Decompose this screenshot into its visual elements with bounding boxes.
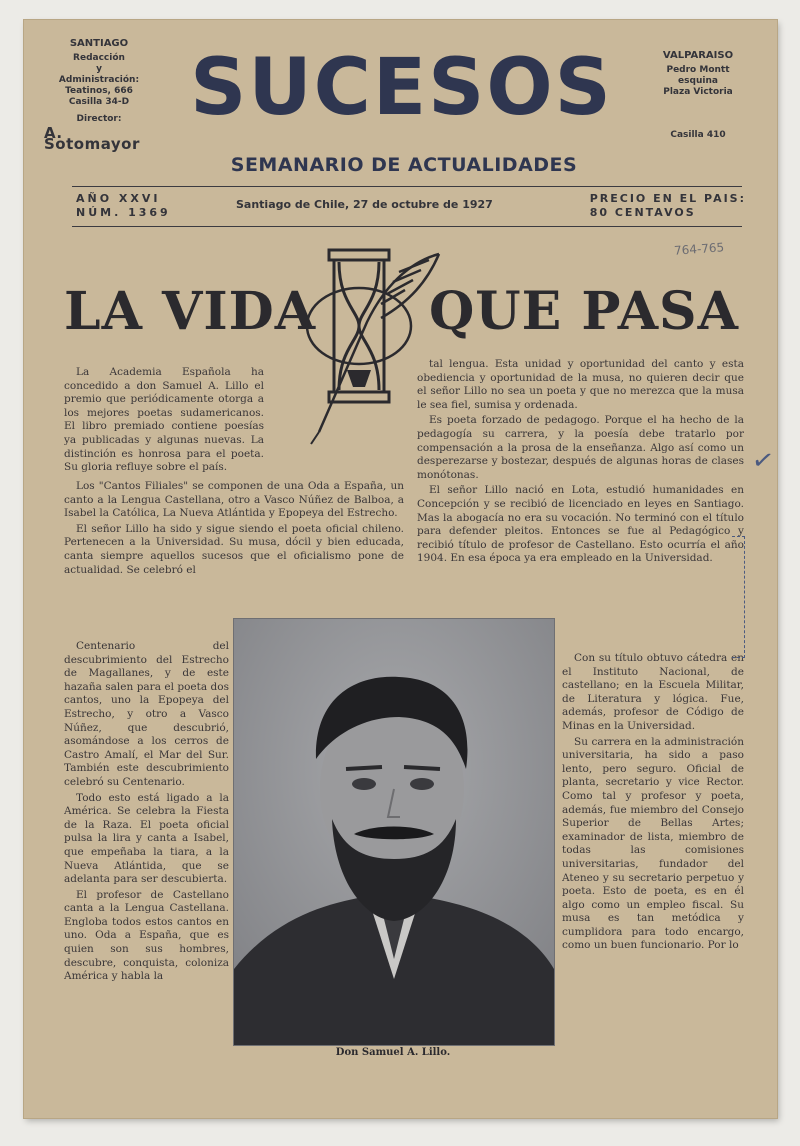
paragraph: Con su título obtuvo cátedra en el Instituto Nacional, de castellano; en la Escuela Militar, de Literatura y lógica. Fue, además, profesor de Código de Minas en la Universidad. (562, 652, 744, 732)
article-column-right-top (417, 358, 744, 650)
divider-rule (72, 186, 742, 187)
photo-caption: Don Samuel A. Lillo. (335, 1047, 451, 1058)
issue-date: Santiago de Chile, 27 de octubre de 1927 (236, 198, 493, 211)
city-santiago: SANTIAGO (69, 38, 129, 49)
postal-box: Casilla 410 (670, 130, 726, 140)
paragraph: Los "Cantos Filiales" se componen de una Oda a España, un canto a la Lengua Castellana, otro a Vasco Núñez de Balboa, a Isabel la Católica, La Nueva Atlántida y Epopeya del Estrecho. (64, 480, 404, 520)
portrait-figure-icon (234, 619, 554, 1045)
masthead-right (634, 50, 762, 141)
paragraph: El señor Lillo nació en Lota, estudió humanidades en Concepción y se recibió de licenciado en leyes en Santiago. Mas la abogacía no era su vocación. No terminó con el título para defender pleitos. Entonces se fue al Pedagógico y recibió título de profesor de Castellano. Esto ocurría el año 1904. En esa época ya era empleado en la Universidad. (417, 484, 744, 565)
article-column-left-narrow (64, 640, 229, 1080)
newspaper-subtitle: SEMANARIO DE ACTUALIDADES (230, 154, 578, 176)
masthead-left (44, 38, 154, 153)
paragraph: Su carrera en la administración universitaria, ha sido a paso lento, pero seguro. Oficial de planta, secretario y vice Rector. Como tal y profesor y poeta, además, fue miembro del Consejo Superior de Bellas Artes; examinador de lista, miembro de todas las comisiones universitarias, fundador del Ateneo y su secretario perpetuo y poeta. Esto de poeta, es en él algo como un empleo fiscal. Su musa es tan metódica y cumplidora para todo encargo, como un buen funcionario. Por lo (562, 735, 744, 952)
paragraph: tal lengua. Esta unidad y oportunidad del canto y esta obediencia y oportunidad de la musa, no quieren decir que el señor Lillo no sea un poeta y que no merezca que la musa le sea fiel, sumisa y ordenada. (417, 358, 744, 411)
issue-year: AÑO XXVI (76, 192, 161, 205)
address-line: y (96, 64, 102, 74)
section-title-right: QUE PASA (429, 281, 739, 342)
paragraph: La Academia Española ha concedido a don Samuel A. Lillo el premio que periódicamente otorga a los mejores poetas sudamericanos. El libro premiado contiene poesías ya publicadas y algunas nuevas. La distinción es honrosa para el poeta. Su gloria refluye sobre el país. (64, 366, 264, 474)
city-valparaiso: VALPARAISO (662, 50, 734, 61)
address-line: Casilla 34-D (68, 97, 130, 107)
article-column-right-bottom (562, 652, 744, 1084)
section-title-left: LA VIDA (64, 281, 317, 342)
address-line: Administración: (58, 75, 140, 85)
paragraph: El profesor de Castellano canta a la Lengua Castellana. Engloba todos estos cantos en uno. Oda a España, que es quien son sus hombres, descubre, conquista, coloniza América y habla la (64, 888, 229, 983)
address-line: esquina (678, 76, 718, 86)
address-line: Plaza Victoria (663, 87, 733, 97)
paragraph: Centenario del descubrimiento del Estrecho de Magallanes, y de este hazaña salen para el poeta dos cantos, uno la Epopeya del Estrecho, y otro a Vasco Núñez, que descubrió, asomándose a los cerros de Castro Amalí, el Mar del Sur. También este descubrimiento celebró su Centenario. (64, 640, 229, 788)
newspaper-title: SUCESOS (190, 43, 613, 133)
pencil-bracket-mark (732, 536, 745, 658)
issue-year-number (76, 192, 171, 220)
address-line: Teatinos, 666 (65, 86, 133, 96)
issue-number: NÚM. 1369 (76, 206, 171, 219)
address-line: Redacción (73, 53, 125, 63)
newspaper-page (24, 20, 777, 1118)
handwritten-note: 764-765 (673, 240, 725, 258)
director-name: A. Sotomayor (44, 124, 140, 153)
paragraph: Todo esto está ligado a la América. Se celebra la Fiesta de la Raza. El poeta oficial pulsa la lira y canta a Isabel, que empeñaba la tiara, a la Nueva Atlántida, que se adelanta para ser descubierta. (64, 791, 229, 886)
price-label: PRECIO EN EL PAIS: (589, 192, 746, 205)
address-line: Pedro Montt (666, 65, 730, 75)
paragraph: El señor Lillo ha sido y sigue siendo el poeta oficial chileno. Pertenecen a la Universidad. Su musa, dócil y bien educada, canta siempre aquellos sucesos que el oficialismo pone de actualidad. Se celebró el (64, 522, 404, 576)
pencil-check-icon: ✓ (749, 444, 777, 478)
divider-rule (72, 226, 742, 227)
director-label: Director: (76, 114, 122, 124)
price-value: 80 CENTAVOS (589, 206, 696, 219)
paragraph: Es poeta forzado de pedagogo. Porque el ha hecho de la pedagogía su carrera, y la poesía debe tratarlo por compensación a la prosa de la enseñanza. Algo así como un desperezarse y bostezar, después de algunas horas de clases monótonas. (417, 414, 744, 481)
issue-info-bar (76, 190, 746, 226)
issue-price (590, 192, 746, 220)
portrait-photo (233, 618, 555, 1046)
